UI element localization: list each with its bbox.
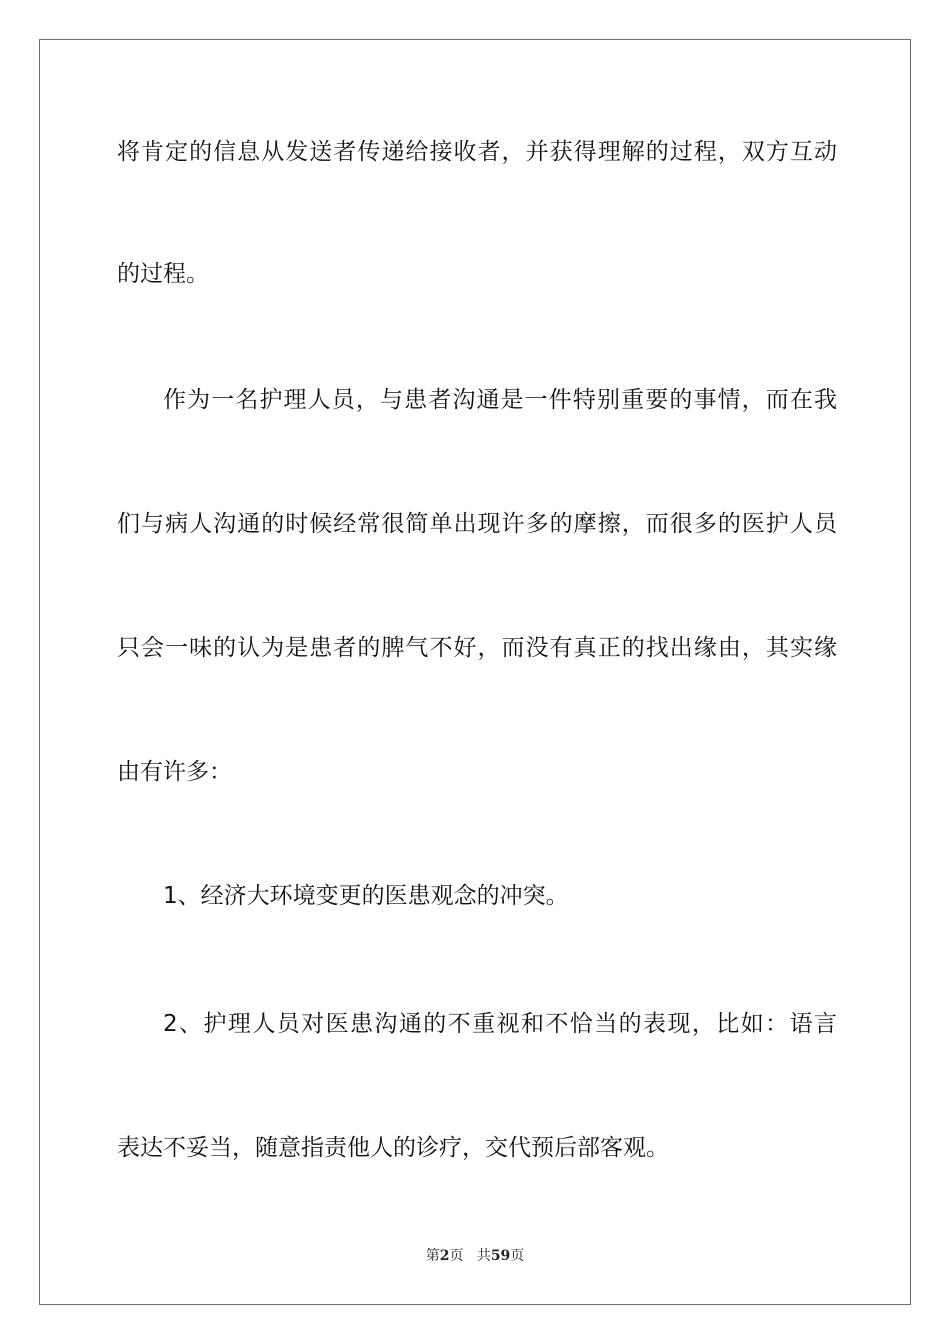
page-suffix: 页 xyxy=(449,1248,464,1264)
total-prefix: 共 xyxy=(476,1248,491,1264)
total-pages: 59 xyxy=(490,1248,511,1264)
paragraph-line-1: 将肯定的信息从发送者传递给接收者，并获得理解的过程，双方互动 xyxy=(117,139,837,165)
paragraph-line-2: 的过程。 xyxy=(117,261,209,287)
paragraph-line-3: 作为一名护理人员，与患者沟通是一件特别重要的事情，而在我 xyxy=(163,387,837,413)
page-footer xyxy=(0,1246,950,1266)
paragraph-line-4: 们与病人沟通的时候经常很简单出现许多的摩擦，而很多的医护人员 xyxy=(117,511,837,537)
list-item-1: 1、经济大环境变更的医患观念的冲突。 xyxy=(163,883,569,909)
page-number: 2 xyxy=(439,1248,450,1264)
total-suffix: 页 xyxy=(510,1248,525,1264)
paragraph-line-5: 只会一味的认为是患者的脾气不好，而没有真正的找出缘由，其实缘 xyxy=(117,635,837,661)
paragraph-line-6: 由有许多： xyxy=(117,759,232,785)
list-item-2-line-2: 表达不妥当，随意指责他人的诊疗，交代预后部客观。 xyxy=(117,1135,669,1161)
page-prefix: 第 xyxy=(425,1248,440,1264)
page-frame xyxy=(39,39,911,1305)
list-item-2-line-1: 2、护理人员对医患沟通的不重视和不恰当的表现，比如：语言 xyxy=(163,1011,837,1037)
